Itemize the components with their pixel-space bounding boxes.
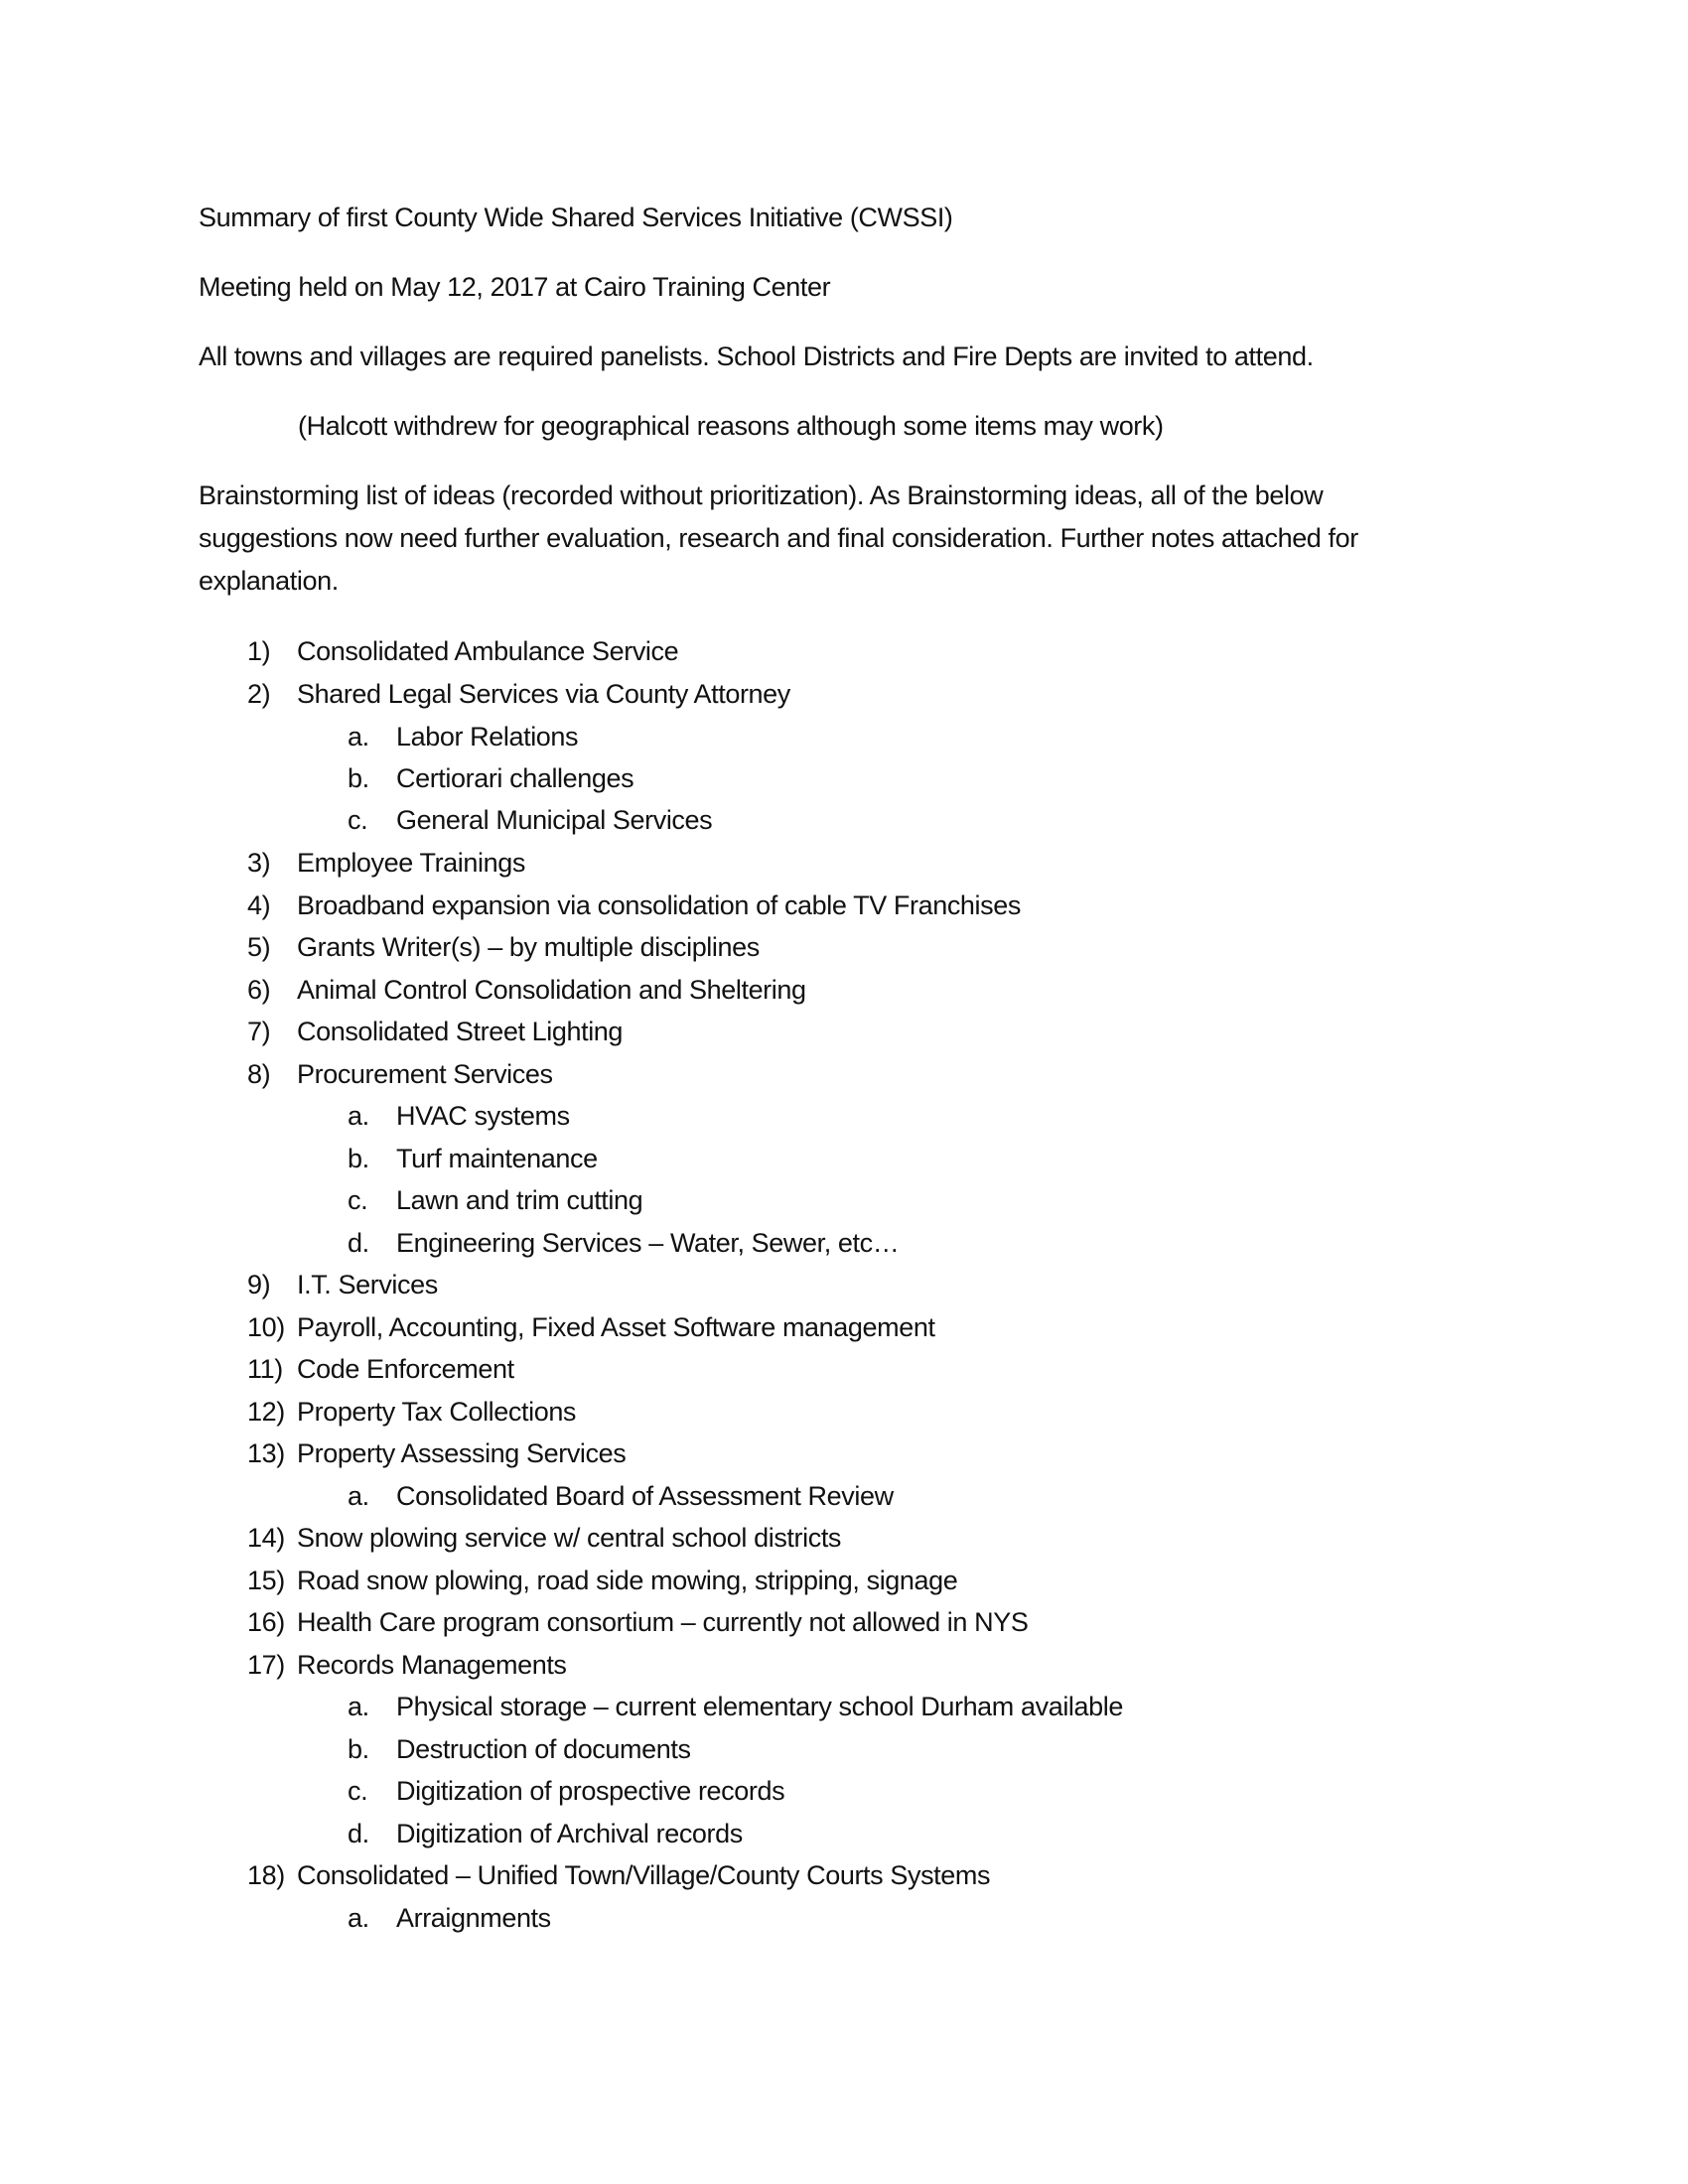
sub-list-text: HVAC systems bbox=[396, 1101, 570, 1131]
sub-list-text: Lawn and trim cutting bbox=[396, 1185, 643, 1215]
sub-list-letter: c. bbox=[348, 1185, 368, 1215]
sub-list-letter: a. bbox=[348, 722, 369, 751]
panelists-note: All towns and villages are required panelists. School Districts and Fire Depts are invited to attend. bbox=[199, 341, 1314, 371]
halcott-note: (Halcott withdrew for geographical reasons although some items may work) bbox=[298, 411, 1164, 441]
list-number: 14) bbox=[247, 1523, 285, 1553]
list-number: 17) bbox=[247, 1650, 285, 1680]
intro-paragraph-line-2: suggestions now need further evaluation, research and final consideration. Further notes attached for bbox=[199, 523, 1358, 553]
intro-paragraph-line-3: explanation. bbox=[199, 566, 339, 596]
list-number: 7) bbox=[247, 1017, 271, 1046]
sub-list-letter: b. bbox=[348, 1734, 369, 1764]
list-text: Payroll, Accounting, Fixed Asset Software management bbox=[297, 1312, 935, 1342]
list-text: Animal Control Consolidation and Sheltering bbox=[297, 975, 806, 1005]
sub-list-letter: c. bbox=[348, 805, 368, 835]
list-text: Grants Writer(s) – by multiple disciplines bbox=[297, 932, 760, 962]
list-number: 9) bbox=[247, 1270, 271, 1299]
sub-list-letter: a. bbox=[348, 1481, 369, 1511]
document-title: Summary of first County Wide Shared Services Initiative (CWSSI) bbox=[199, 203, 953, 232]
list-text: Consolidated Ambulance Service bbox=[297, 636, 679, 666]
sub-list-letter: d. bbox=[348, 1819, 369, 1848]
list-text: Property Tax Collections bbox=[297, 1397, 577, 1427]
list-number: 18) bbox=[247, 1860, 285, 1890]
sub-list-letter: b. bbox=[348, 1144, 369, 1173]
sub-list-text: General Municipal Services bbox=[396, 805, 713, 835]
sub-list-text: Physical storage – current elementary school Durham available bbox=[396, 1692, 1123, 1721]
sub-list-letter: d. bbox=[348, 1228, 369, 1258]
sub-list-text: Digitization of Archival records bbox=[396, 1819, 743, 1848]
sub-list-letter: c. bbox=[348, 1776, 368, 1806]
list-number: 10) bbox=[247, 1312, 285, 1342]
list-number: 8) bbox=[247, 1059, 271, 1089]
sub-list-text: Consolidated Board of Assessment Review bbox=[396, 1481, 894, 1511]
sub-list-text: Arraignments bbox=[396, 1903, 551, 1933]
sub-list-text: Digitization of prospective records bbox=[396, 1776, 785, 1806]
list-text: Code Enforcement bbox=[297, 1354, 514, 1384]
list-number: 12) bbox=[247, 1397, 285, 1427]
sub-list-letter: a. bbox=[348, 1101, 369, 1131]
list-text: I.T. Services bbox=[297, 1270, 438, 1299]
sub-list-text: Engineering Services – Water, Sewer, etc… bbox=[396, 1228, 900, 1258]
sub-list-letter: b. bbox=[348, 763, 369, 793]
list-text: Records Managements bbox=[297, 1650, 567, 1680]
list-text: Employee Trainings bbox=[297, 848, 525, 878]
sub-list-text: Labor Relations bbox=[396, 722, 579, 751]
list-text: Health Care program consortium – currently not allowed in NYS bbox=[297, 1607, 1029, 1637]
list-number: 6) bbox=[247, 975, 271, 1005]
list-number: 2) bbox=[247, 679, 271, 709]
list-number: 13) bbox=[247, 1438, 285, 1468]
list-text: Consolidated Street Lighting bbox=[297, 1017, 624, 1046]
list-number: 4) bbox=[247, 890, 271, 920]
sub-list-text: Destruction of documents bbox=[396, 1734, 691, 1764]
list-number: 1) bbox=[247, 636, 271, 666]
list-text: Broadband expansion via consolidation of cable TV Franchises bbox=[297, 890, 1021, 920]
sub-list-text: Certiorari challenges bbox=[396, 763, 634, 793]
list-number: 15) bbox=[247, 1566, 285, 1595]
meeting-info: Meeting held on May 12, 2017 at Cairo Training Center bbox=[199, 272, 831, 302]
sub-list-letter: a. bbox=[348, 1903, 369, 1933]
list-text: Shared Legal Services via County Attorney bbox=[297, 679, 790, 709]
list-text: Snow plowing service w/ central school districts bbox=[297, 1523, 842, 1553]
list-text: Procurement Services bbox=[297, 1059, 553, 1089]
sub-list-letter: a. bbox=[348, 1692, 369, 1721]
intro-paragraph-line-1: Brainstorming list of ideas (recorded without prioritization). As Brainstorming ideas, all of the below bbox=[199, 480, 1324, 510]
list-text: Road snow plowing, road side mowing, stripping, signage bbox=[297, 1566, 958, 1595]
list-number: 5) bbox=[247, 932, 271, 962]
list-text: Consolidated – Unified Town/Village/County Courts Systems bbox=[297, 1860, 991, 1890]
sub-list-text: Turf maintenance bbox=[396, 1144, 598, 1173]
list-number: 11) bbox=[247, 1354, 283, 1384]
list-number: 3) bbox=[247, 848, 271, 878]
list-number: 16) bbox=[247, 1607, 285, 1637]
list-text: Property Assessing Services bbox=[297, 1438, 627, 1468]
